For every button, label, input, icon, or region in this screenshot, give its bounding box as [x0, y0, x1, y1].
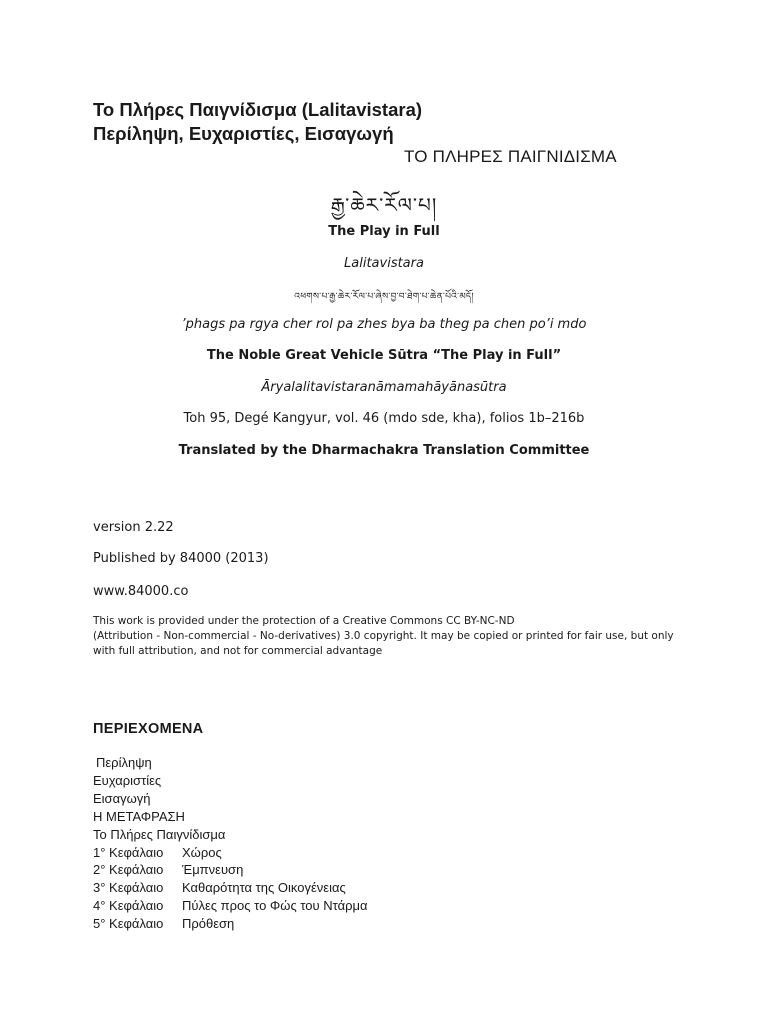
wylie-title: ’phags pa rgya cher rol pa zhes bya ba theg pa chen po’i mdo [181, 317, 587, 332]
chapter-title: Καθαρότητα της Οικογένειας [182, 880, 346, 896]
tibetan-full-title: འཕགས་པ་རྒྱ་ཆེར་རོལ་པ་ཞེས་བྱ་བ་ཐེག་པ་ཆེན་པོའི་མདོ། [294, 292, 474, 302]
toc-item[interactable]: Η ΜΕΤΑΦΡΑΣΗ [93, 808, 185, 824]
toc-item[interactable]: Ευχαριστίες [93, 772, 162, 788]
published-by: Published by 84000 (2013) [93, 551, 269, 566]
chapter-title: Χώρος [182, 844, 222, 860]
document-title-line2: Περίληψη, Ευχαριστίες, Εισαγωγή [93, 123, 394, 144]
website-link[interactable]: www.84000.co [93, 584, 189, 599]
license-notice [93, 614, 683, 659]
tibetan-title: རྒྱ་ཆེར་རོལ་པ། [330, 193, 438, 217]
chapter-number: 2° Κεφάλαιο [93, 862, 164, 878]
toc-chapter[interactable] [93, 861, 368, 879]
chapter-title: Έμπνευση [182, 862, 244, 878]
version-label: version 2.22 [93, 520, 174, 535]
chapter-number: 1° Κεφάλαιο [93, 844, 164, 860]
license-line: with full attribution, and not for commercial advantage [93, 645, 383, 657]
toh-reference: Toh 95, Degé Kangyur, vol. 46 (mdo sde, kha), folios 1b–216b [183, 411, 585, 426]
contents-heading: ΠΕΡΙΕΧΟΜΕΝΑ [93, 721, 204, 737]
sanskrit-title: Lalitavistara [344, 256, 424, 271]
sanskrit-full-title: Āryalalitavistaranāmamahāyānasūtra [261, 380, 507, 395]
chapter-title: Πρόθεση [182, 916, 235, 932]
chapter-title: Πύλες προς το Φώς του Ντάρμα [182, 898, 368, 914]
english-full-title: The Noble Great Vehicle Sūtra “The Play in Full” [206, 348, 562, 363]
toc-item[interactable]: Το Πλήρες Παιγνίδισμα [93, 826, 226, 842]
chapter-number: 3° Κεφάλαιο [93, 880, 164, 896]
toc-item[interactable]: Περίληψη [96, 755, 152, 770]
chapter-number: 4° Κεφάλαιο [93, 898, 164, 914]
translator-credit: Translated by the Dharmachakra Translation Committee [178, 443, 590, 458]
contents-list [93, 754, 368, 933]
license-line: (Attribution - Non-commercial - No-derivatives) 3.0 copyright. It may be copied or printed for fair use, but only [93, 630, 674, 642]
toc-chapter[interactable] [93, 844, 368, 862]
chapter-number: 5° Κεφάλαιο [93, 916, 164, 932]
toc-item[interactable]: Εισαγωγή [93, 790, 151, 806]
toc-chapter[interactable] [93, 915, 368, 933]
caps-title: ΤΟ ΠΛΗΡΕΣ ΠΑΙΓΝΙΔΙΣΜΑ [404, 147, 617, 166]
toc-chapter[interactable] [93, 897, 368, 915]
document-title-line1: Το Πλήρες Παιγνίδισμα (Lalitavistara) [93, 99, 423, 120]
license-line: This work is provided under the protection of a Creative Commons CC BY-NC-ND [93, 615, 515, 627]
toc-chapter[interactable] [93, 879, 368, 897]
english-title: The Play in Full [328, 224, 440, 239]
